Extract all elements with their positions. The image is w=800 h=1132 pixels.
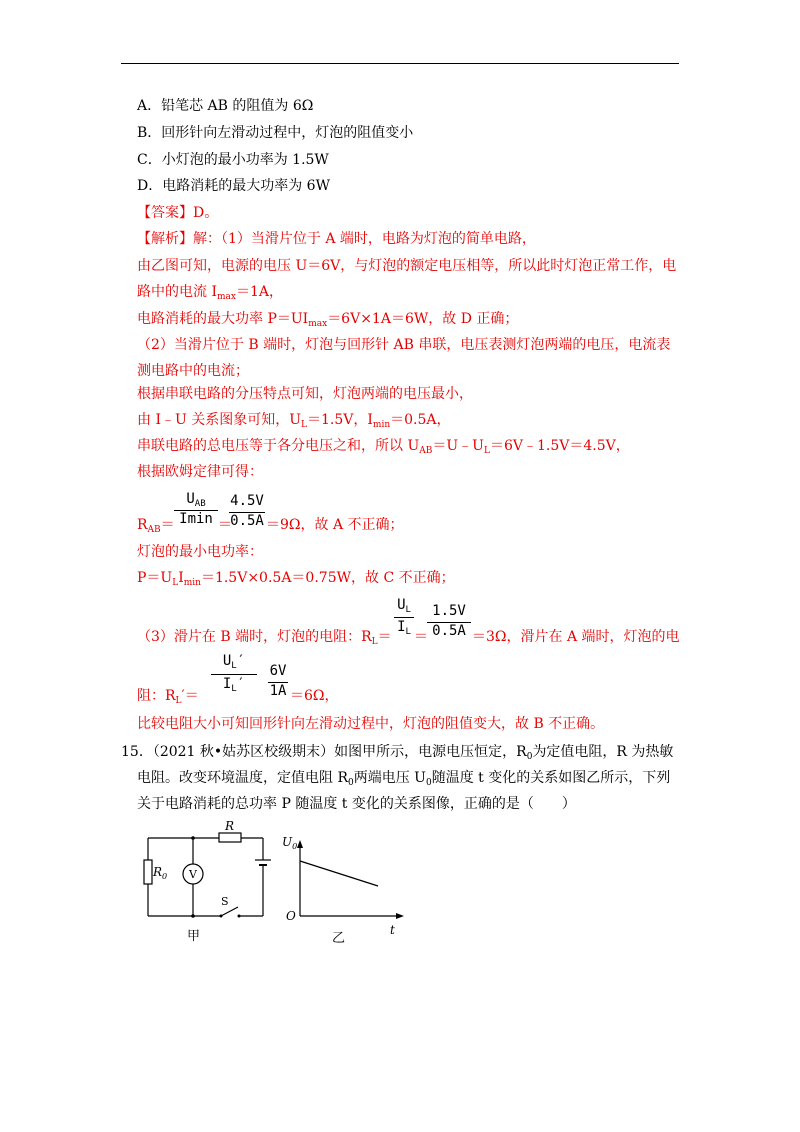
analysis-line: $P=U_LI_{min}=1.5V\times 0.5A=0.75W$，故 C 不正确； (137, 570, 455, 588)
analysis-conclusion: 比较电阻大小可知回形针向左滑动过程中，灯泡的阻值变大，故 B 不正确。 (137, 716, 605, 732)
option-b: B．回形针向左滑动过程中，灯泡的阻值变小 (137, 125, 414, 141)
caption-yi: 乙 (332, 931, 346, 946)
caption-jia: 甲 (187, 929, 201, 944)
y-axis-label: $U_0$ (282, 835, 298, 851)
u0-line (300, 861, 378, 886)
analysis-line: （2）当滑片位于 B 端时，灯泡与回形针 AB 串联，电压表测灯泡两端的电压，电流表 (137, 337, 671, 353)
x-axis-label: t (390, 923, 395, 937)
label-switch: S (221, 895, 229, 908)
rl2-fraction-symbolic: $U_L'$ $I_L'$ (211, 653, 257, 697)
rab-result: ＝9Ω，故 A 不正确； (266, 517, 404, 533)
label-voltmeter: V (189, 868, 197, 881)
label-r: R (225, 819, 235, 833)
option-c: C．小灯泡的最小功率为 1.5W (137, 152, 329, 168)
analysis-label: 【解析】 (137, 231, 193, 247)
origin-label: O (286, 909, 296, 923)
rab-fraction-numeric: 4.5V 0.5A (230, 493, 264, 529)
option-a: A．铅笔芯 AB 的阻值为 6Ω (137, 98, 314, 114)
rab-fraction-symbolic: $U_{AB}$ Imin (174, 491, 218, 531)
answer: 【答案】D。 (137, 205, 219, 221)
resistor-r (219, 833, 241, 842)
analysis-line: 电路消耗的最大功率 $P=UI_{max}=6V\times 1A=6W$，故 D 正确； (137, 311, 519, 329)
header-rule (121, 63, 679, 64)
rl2-pre: 阻：$R_L'=$ (137, 688, 199, 706)
graph-yi (280, 826, 410, 946)
rl2-post: ＝6Ω， (290, 688, 339, 704)
rl2-fraction-numeric: 6V 1A (269, 663, 287, 699)
rab-eq: ＝ (218, 517, 232, 533)
analysis-line: 测电路中的电流； (137, 363, 249, 379)
analysis-intro-line (137, 230, 536, 248)
resistor-r0 (144, 860, 152, 884)
x-axis-arrow-icon (396, 913, 404, 919)
rl-pre: （3）滑片在 B 端时，灯泡的电阻：$R_L=$ (137, 629, 392, 647)
circuit-diagram-jia (135, 818, 285, 948)
q15-line-2: 电阻。改变环境温度，定值电阻 $R_0$两端电压 $U_0$随温度 t 变化的关系如图乙所示，下列 (137, 770, 671, 788)
label-r0: $R_0$ (153, 865, 168, 881)
analysis-line: 由 I﹣U 关系图象可知，$U_L=1.5V$，$I_{min}=0.5A$， (137, 412, 451, 430)
analysis-intro: 解：（1）当滑片位于 A 端时，电路为灯泡的简单电路， (193, 231, 536, 247)
q15-line-1: 15．（2021 秋•姑苏区校级期末）如图甲所示，电源电压恒定，$R_0$为定值电阻，R 为热敏 (121, 744, 674, 762)
switch-s (221, 907, 238, 916)
analysis-line: 灯泡的最小电功率： (137, 544, 263, 560)
analysis-line: 路中的电流 $I_{max}=1A$， (137, 284, 283, 302)
y-axis-arrow-icon (297, 840, 303, 848)
rl-post: ＝3Ω，滑片在 A 端时，灯泡的电 (472, 629, 680, 645)
analysis-line: 根据串联电路的分压特点可知，灯泡两端的电压最小， (137, 386, 473, 402)
analysis-line: 根据欧姆定律可得： (137, 464, 263, 480)
analysis-line: 由乙图可知，电源的电压 U＝6V，与灯泡的额定电压相等，所以此时灯泡正常工作，电 (137, 258, 677, 274)
analysis-line: 串联电路的总电压等于各分电压之和，所以 $U_{AB}=U﹣U_L=6V﹣1.5V=4.5V$， (137, 438, 630, 456)
q15-line-3: 关于电路消耗的总功率 P 随温度 t 变化的关系图像，正确的是（ ） (137, 796, 576, 812)
rl-eq: ＝ (414, 629, 428, 645)
rab-lhs: $R_{AB}=$ (137, 517, 175, 535)
rl-fraction-numeric: 1.5V 0.5A (427, 603, 471, 643)
rl-fraction-symbolic: $U_L$ $I_L$ (394, 597, 414, 641)
option-d: D．电路消耗的最大功率为 6W (137, 178, 330, 194)
